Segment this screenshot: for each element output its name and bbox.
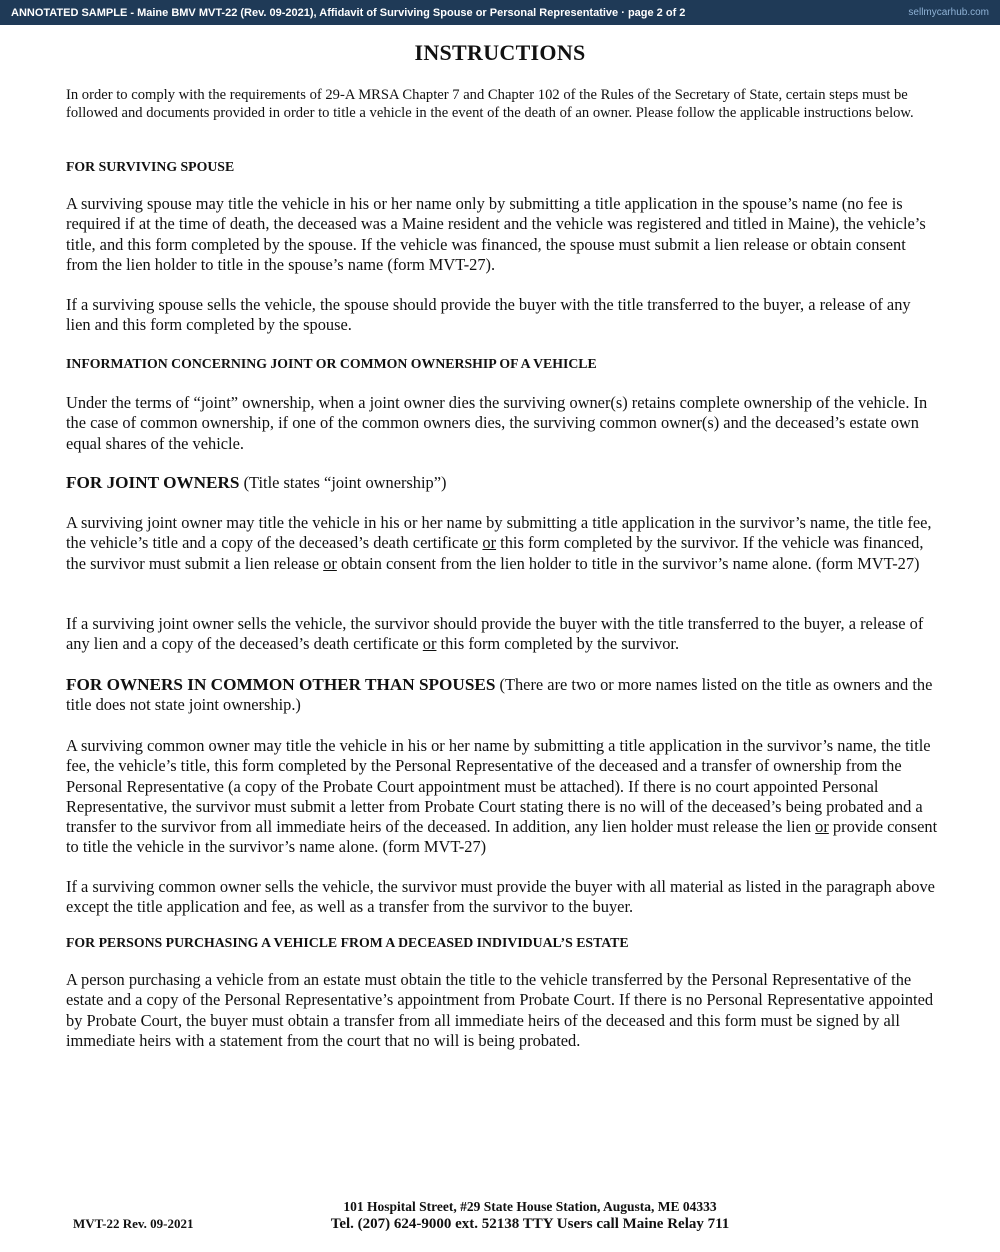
emphasis-or: or [323, 553, 337, 573]
estate-paragraph: A person purchasing a vehicle from an estate must obtain the title to the vehicle transferred by the Personal Representative of the estate and a copy of the Personal Representative’s appointment from Probate Court. If there is no Personal Representative appointed by Probate Court, the buyer must obtain a transfer from all immediate heirs of the deceased and this form must be signed by all immediate heirs with a statement from the court that no will is being probated. [66, 970, 934, 1050]
sample-banner [0, 0, 1000, 25]
footer-contact [280, 1198, 780, 1234]
emphasis-or: or [815, 817, 829, 837]
common-owners-heading-note: (There are two or more names listed on the title as owners and the title does not state joint ownership.) [66, 675, 933, 715]
footer-phone: Tel. (207) 624-9000 ext. 52138 TTY Users call Maine Relay 711 [330, 1216, 730, 1232]
emphasis-or: or [422, 634, 437, 654]
spouse-paragraph-1: A surviving spouse may title the vehicle in his or her name only by submitting a title application in the spouse’s name (no fee is required if at the time of death, the deceased was a Maine resident and the vehicle was registered and titled in Maine), the vehicle’s title, and this form completed by the spouse. If the vehicle was financed, the spouse must submit a lien release or obtain consent from the lien holder to title in the spouse’s name (form MVT-27). [66, 194, 926, 274]
heading-joint-common-info: INFORMATION CONCERNING JOINT OR COMMON OWNERSHIP OF A VEHICLE [66, 356, 597, 371]
common-owners-paragraph-1: A surviving common owner may title the vehicle in his or her name by submitting a title application in the survivor’s name, the title fee, the vehicle’s title, this form completed by the Personal Representative of the deceased and a transfer of ownership from the Personal Representative (a copy of the Probate Court appointment must be attached). If there is no court appointed Personal Representative, the survivor must submit a letter from Probate Court stating there is no will of the deceased’s being probated and a transfer to the survivor from all immediate heirs of the deceased. In addition, any lien holder must release the lien or provide consent to title the vehicle in the survivor’s name alone. (form MVT-27) [66, 736, 938, 857]
heading-joint-owners [66, 473, 938, 493]
common-owners-heading-bold: FOR OWNERS IN COMMON OTHER THAN SPOUSES [66, 675, 496, 694]
spouse-paragraph-2: If a surviving spouse sells the vehicle, the spouse should provide the buyer with the title transferred to the buyer, a release of any lien and this form completed by the spouse. [66, 295, 911, 335]
site-link[interactable]: sellmycarhub.com [908, 7, 989, 18]
joint-info-paragraph: Under the terms of “joint” ownership, when a joint owner dies the surviving owner(s) retains complete ownership of the vehicle. In the case of common ownership, if one of the common owners dies, the surviving common owner(s) and the deceased’s estate own equal shares of the vehicle. [66, 393, 928, 453]
heading-estate-purchase: FOR PERSONS PURCHASING A VEHICLE FROM A DECEASED INDIVIDUAL’S ESTATE [66, 935, 629, 950]
joint-owners-paragraph-1: A surviving joint owner may title the vehicle in his or her name by submitting a title application in the survivor’s name, the title fee, the vehicle’s title and a copy of the deceased’s death certificate or this form completed by the survivor. If the vehicle was financed, the survivor must submit a lien release or obtain consent from the lien holder to title in the survivor’s name alone. (form MVT-27) [66, 513, 932, 573]
joint-owners-paragraph-2: If a surviving joint owner sells the vehicle, the survivor should provide the buyer with the title transferred to the buyer, a release of any lien and a copy of the deceased’s death certificate or this form completed by the survivor. [66, 614, 924, 654]
form-revision: MVT-22 Rev. 09-2021 [73, 1216, 194, 1231]
joint-owners-heading-bold: FOR JOINT OWNERS [66, 473, 240, 492]
heading-surviving-spouse: FOR SURVIVING SPOUSE [66, 159, 235, 174]
intro-paragraph: In order to comply with the requirements of 29-A MRSA Chapter 7 and Chapter 102 of the Rules of the Secretary of State, certain steps must be followed and documents provided in order to title a vehicle in the event of the death of an owner. Please follow the applicable instructions below. [66, 87, 914, 121]
page-title: INSTRUCTIONS [414, 40, 586, 65]
joint-owners-heading-note: (Title states “joint ownership”) [239, 473, 447, 492]
banner-text: ANNOTATED SAMPLE - Maine BMV MVT-22 (Rev. 09-2021), Affidavit of Surviving Spouse or Personal Representative · page 2 of 2 [11, 6, 686, 19]
footer-address: 101 Hospital Street, #29 State House Station, Augusta, ME 04333 [343, 1199, 717, 1214]
heading-common-owners [66, 675, 938, 716]
emphasis-or: or [482, 533, 497, 553]
common-owners-paragraph-2: If a surviving common owner sells the vehicle, the survivor must provide the buyer with all material as listed in the paragraph above except the title application and fee, as well as a transfer from the survivor to the buyer. [66, 877, 935, 917]
